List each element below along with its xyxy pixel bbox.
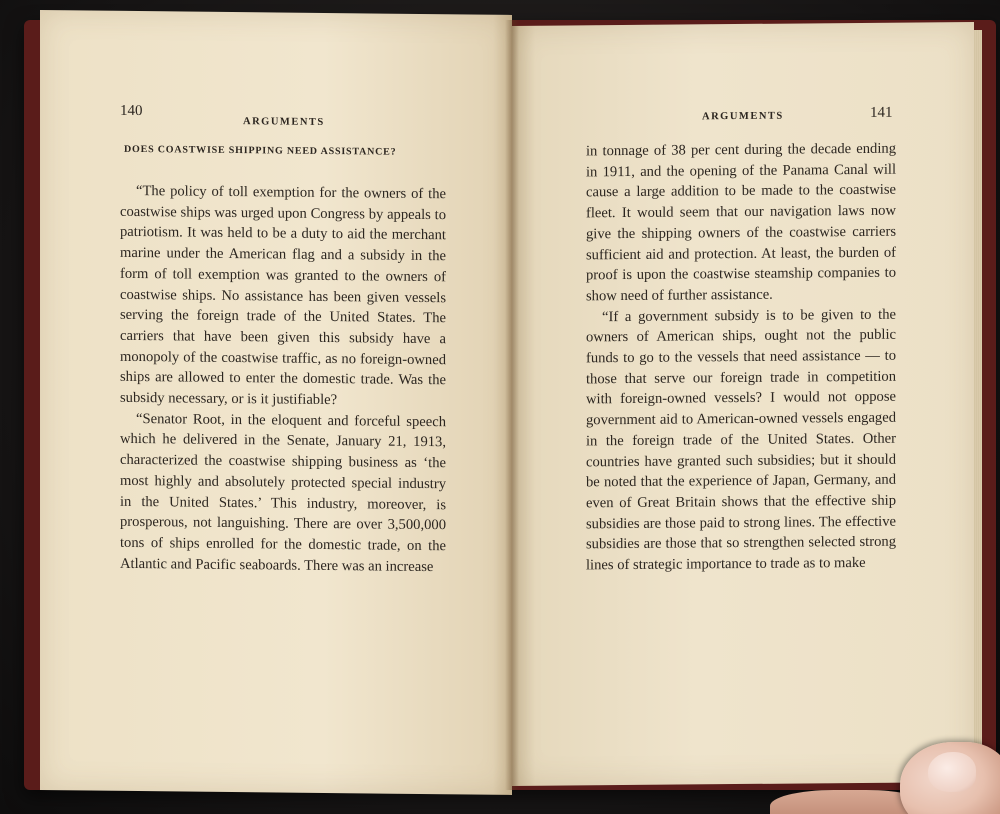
page-edges [974, 30, 982, 765]
thumbnail-nail [928, 752, 976, 792]
right-paragraph-1: in tonnage of 38 per cent during the decade ending in 1911, and the opening of the Panama Canal will cause a large addition to be made to the coastwise fleet. It would seem that our navigation laws now give the shipping owners of the coastwise carriers sufficient aid and protection. At least, the burden of proof is upon the coastwise steamship companies to show need of further assistance. [586, 140, 896, 305]
left-paragraph-1: “The policy of toll exemption for the owners of the coastwise ships was urged upon Congress by appeals to patriotism. It was held to be a duty to aid the merchant marine under the American flag and a subsidy in the form of toll exemption was granted to the owners of coastwise ships. No assistance has been given vessels serving the foreign trade of the United States. The carriers that have been given this subsidy have a monopoly of the coastwise traffic, as no foreign-owned ships are allowed to enter the domestic trade. Was the subsidy necessary, or is it justifiable? [120, 183, 446, 409]
right-paragraph-2: “If a government subsidy is to be given to the owners of American ships, ought not the public funds to go to the vessels that need assistance — to those that serve our foreign trade in competition with foreign-owned vessels? I would not oppose government aid to American-owned vessels engaged in the foreign trade of the United States. Other countries have granted such subsidies; but it should be noted that the experience of Japan, Germany, and even of Great Britain shows that the effective ship subsidies are those paid to strong lines. The effective subsidies are those that so strengthen selected strong lines of strategic importance to trade as to make [586, 306, 896, 574]
left-page-body [120, 181, 446, 578]
left-page [40, 10, 512, 795]
right-page-body [586, 139, 896, 576]
right-page [512, 22, 974, 786]
left-page-number: 140 [120, 102, 143, 120]
right-running-head: ARGUMENTS [702, 110, 784, 123]
left-paragraph-2: “Senator Root, in the eloquent and forceful speech which he delivered in the Senate, January 21, 1913, characterized the coastwise shipping business as ‘the most highly and absolutely protected special industry in the United States.’ This industry, moreover, is prosperous, not languishing. There are over 3,500,000 tons of ships enrolled for the domestic trade, on the Atlantic and Pacific seaboards. There was an increase [120, 410, 446, 575]
right-page-number: 141 [870, 104, 893, 121]
book-gutter [505, 20, 519, 790]
section-heading: DOES COASTWISE SHIPPING NEED ASSISTANCE? [124, 143, 397, 158]
left-running-head: ARGUMENTS [243, 116, 325, 128]
